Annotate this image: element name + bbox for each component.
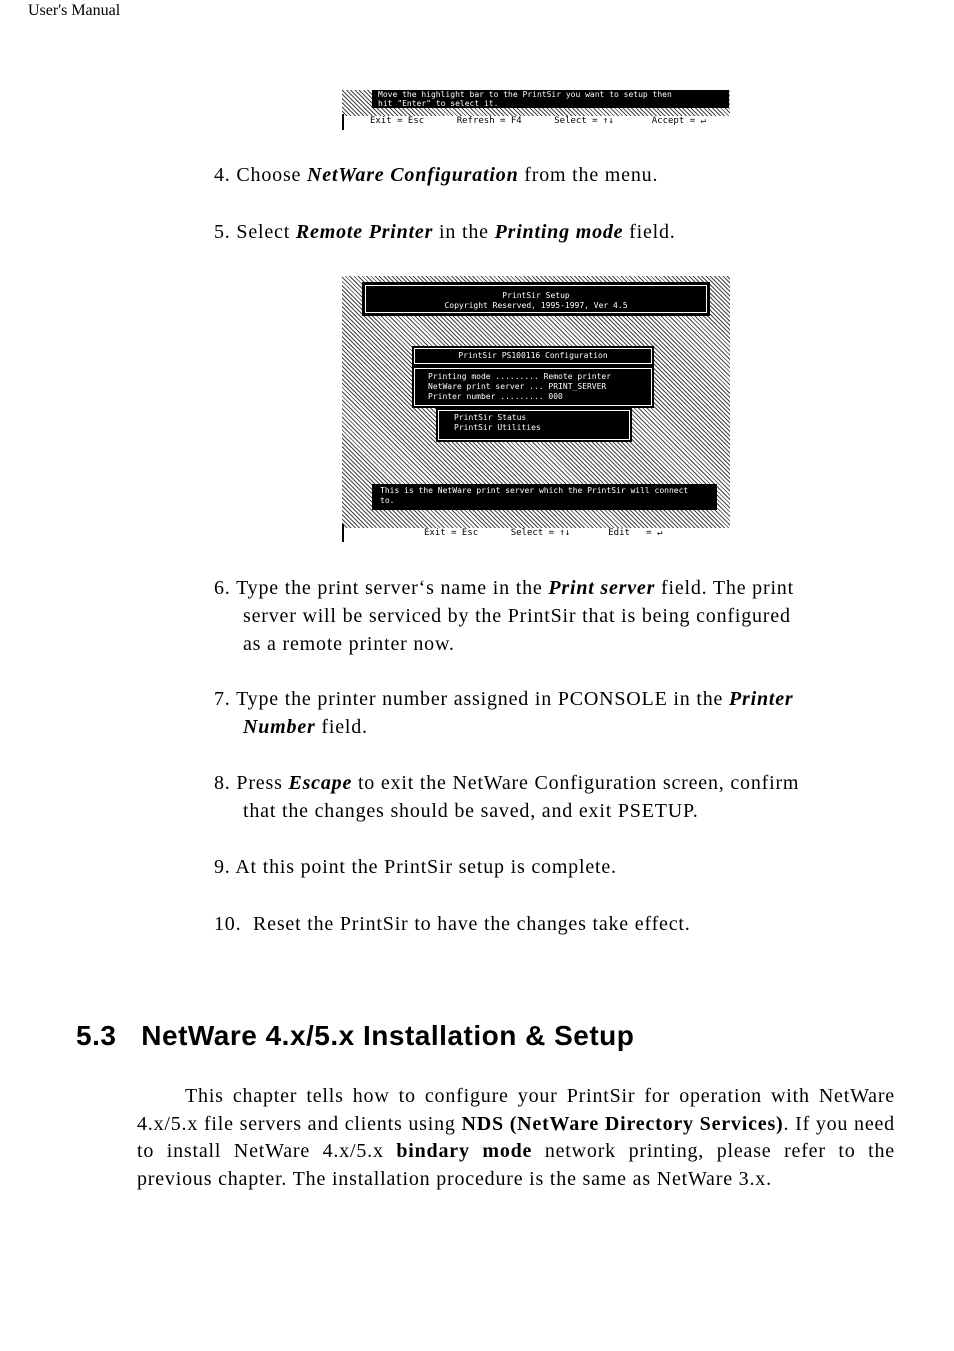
intro-paragraph: This chapter tells how to configure your PrintSir for operation with NetWare 4.x/5.x file servers and clients using NDS (NetWare Directory Services). If you need to install NetWare 4.x/5.x bindary mode network printing, please refer to the previous chapter. The installation procedure is the same as NetWare 3.x. (137, 1085, 895, 1190)
setup-title: PrintSir Setup (502, 291, 570, 300)
hint-line-2: to. (380, 496, 395, 505)
section-number: 5.3 (76, 1020, 117, 1051)
field-print-server[interactable]: NetWare print server ... PRINT_SERVER (428, 382, 607, 391)
config-title-box (412, 346, 654, 366)
step-8: 8. Press Escape to exit the NetWare Configuration screen, confirm that the changes should be saved, and exit PSETUP. (214, 772, 800, 822)
key-footer: Exit = Esc Select = ↑↓ Edit = ↵ (424, 528, 663, 538)
menu-item-utilities[interactable]: PrintSir Utilities (454, 423, 541, 432)
section-title: NetWare 4.x/5.x Installation & Setup (141, 1020, 635, 1051)
menu-item-status[interactable]: PrintSir Status (454, 413, 527, 422)
menu-term: NetWare Configuration (307, 164, 519, 186)
field-term: Print server (548, 577, 656, 599)
config-title: PrintSir PS100116 Configuration (458, 351, 608, 360)
step-6: 6. Type the print server‘s name in the Print server field. The print server will be serviced by the PrintSir that is being configured as a remote printer now. (214, 577, 794, 655)
step-number: 7. (214, 688, 231, 710)
key-footer: Exit = Esc Refresh = F4 Select = ↑↓ Accept = ↵ (370, 116, 706, 126)
step-5: 5. Select Remote Printer in the Printing mode field. (214, 221, 676, 243)
field-term: Number (243, 716, 316, 738)
hint-box (372, 90, 729, 108)
section-heading (76, 1020, 634, 1052)
step-9: 9. At this point the PrintSir setup is complete. (214, 856, 617, 878)
screen-edge (342, 524, 344, 542)
step-7: 7. Type the printer number assigned in PCONSOLE in the Printer Number field. (214, 688, 794, 738)
step-number: 10. (214, 913, 242, 935)
step-number: 8. (214, 772, 231, 794)
step-number: 5. (214, 221, 231, 243)
hint-line-1: Move the highlight bar to the PrintSir you want to setup then (378, 90, 672, 99)
title-box (362, 282, 710, 316)
copyright-text: Copyright Reserved, 1995-1997, Ver 4.5 (444, 301, 628, 310)
step-4: 4. Choose NetWare Configuration from the menu. (214, 164, 659, 186)
step-number: 4. (214, 164, 231, 186)
field-term: Printing mode (494, 221, 624, 243)
screen-edge (342, 114, 344, 130)
hint-line-2: hit "Enter" to select it. (378, 99, 499, 108)
bindary-term: bindary mode (396, 1140, 533, 1162)
page-header: User's Manual (28, 2, 121, 19)
menu-box (436, 408, 632, 442)
hint-box (372, 484, 717, 510)
step-number: 6. (214, 577, 231, 599)
field-printer-number[interactable]: Printer number ......... 000 (428, 392, 563, 401)
field-printing-mode[interactable]: Printing mode ......... Remote printer (428, 372, 612, 381)
field-term: Printer (728, 688, 794, 710)
screenshot-device-list (342, 90, 730, 130)
step-number: 9. (214, 856, 231, 878)
hint-line-1: This is the NetWare print server which the PrintSir will connect (380, 486, 689, 495)
key-term: Escape (288, 772, 353, 794)
nds-term: NDS (NetWare Directory Services) (461, 1112, 784, 1135)
config-fields-box (412, 366, 654, 408)
option-term: Remote Printer (295, 221, 434, 243)
screenshot-printsir-setup (342, 276, 730, 542)
step-10: 10. Reset the PrintSir to have the changes take effect. (214, 913, 691, 935)
